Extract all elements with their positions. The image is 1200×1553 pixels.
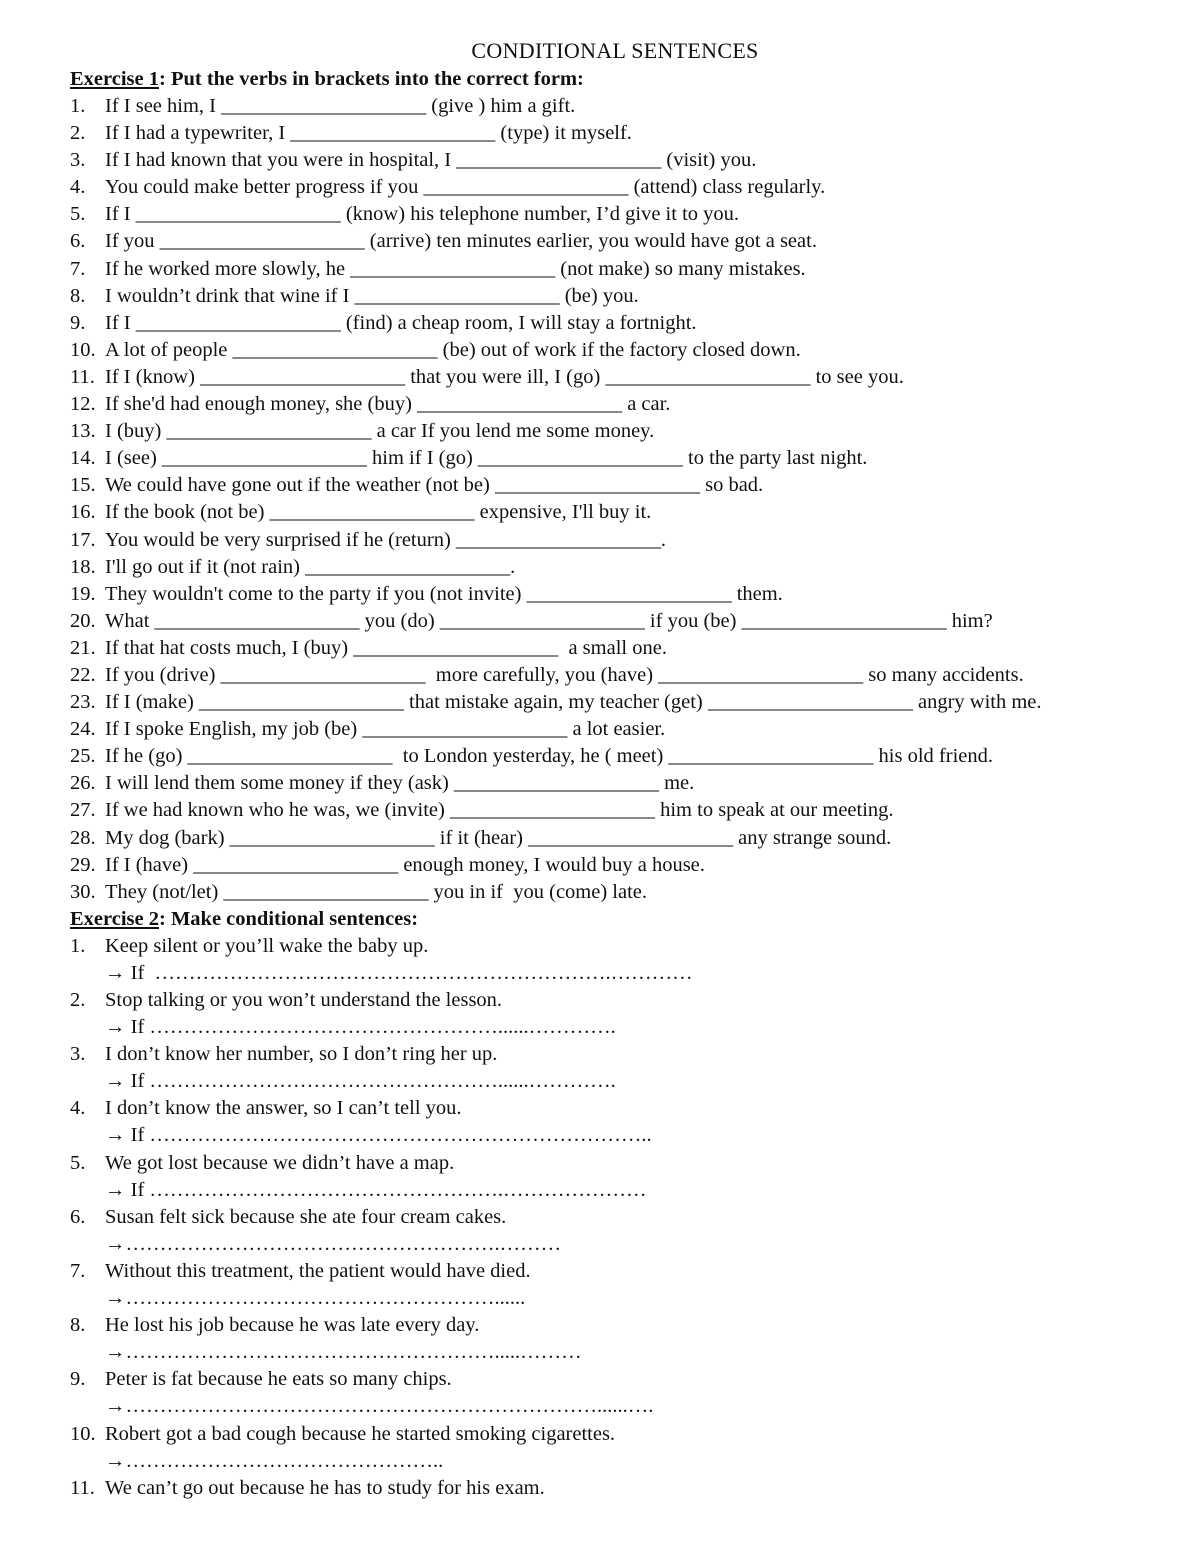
answer-line[interactable]: →………………………………………………...... (105, 1287, 526, 1310)
item-number: 23. (70, 691, 96, 714)
exercise-2-list (70, 933, 1160, 1502)
item-text: If we had known who he was, we (invite) ____________________ him to speak at our meeting. (105, 799, 894, 822)
item-number: 8. (70, 1314, 86, 1337)
item-number: 7. (70, 257, 86, 280)
item-number: 13. (70, 420, 96, 443)
exercise-1-item (70, 554, 1160, 581)
item-text: If that hat costs much, I (buy) ____________________ a small one. (105, 636, 667, 659)
exercise-2-item (70, 1312, 1160, 1339)
item-number: 22. (70, 663, 96, 686)
item-text: What ____________________ you (do) ____________________ if you (be) ____________________ him? (105, 609, 993, 632)
item-text: Robert got a bad cough because he started smoking cigarettes. (105, 1422, 616, 1445)
item-text: I wouldn’t drink that wine if I ____________________ (be) you. (105, 284, 639, 307)
item-text: If I had a typewriter, I ____________________ (type) it myself. (105, 122, 632, 145)
exercise-1-item (70, 879, 1160, 906)
item-text: Peter is fat because he eats so many chips. (105, 1368, 452, 1391)
item-text: I don’t know the answer, so I can’t tell you. (105, 1097, 462, 1120)
exercise-2-item (70, 1366, 1160, 1393)
item-number: 2. (70, 122, 86, 145)
answer-line[interactable]: → If ……………………………………………......…………. (105, 1070, 616, 1093)
exercise-1-item (70, 499, 1160, 526)
answer-line[interactable]: → If ……………………………………………………………….. (105, 1124, 652, 1147)
item-number: 19. (70, 582, 96, 605)
answer-line[interactable]: →……………………………………….. (105, 1449, 444, 1472)
item-text: If I (know) ____________________ that you were ill, I (go) ____________________ to see you. (105, 365, 904, 388)
item-text: If he (go) ____________________ to London yesterday, he ( meet) ____________________ his old friend. (105, 745, 993, 768)
item-text: Without this treatment, the patient would have died. (105, 1259, 531, 1282)
item-text: If she'd had enough money, she (buy) ____________________ a car. (105, 393, 671, 416)
item-number: 6. (70, 230, 86, 253)
exercise-1-item (70, 662, 1160, 689)
item-text: You could make better progress if you ____________________ (attend) class regularly. (105, 176, 826, 199)
item-text: If I ____________________ (know) his telephone number, I’d give it to you. (105, 203, 740, 226)
item-number: 3. (70, 149, 86, 172)
item-number: 15. (70, 474, 96, 497)
item-number: 1. (70, 95, 86, 117)
item-text: Susan felt sick because she ate four cream cakes. (105, 1205, 507, 1228)
answer-line[interactable]: → If …………………………………………….………………… (105, 1178, 647, 1201)
exercise-1-item (70, 608, 1160, 635)
item-number: 7. (70, 1259, 86, 1282)
item-number: 9. (70, 1368, 86, 1391)
exercise-1-item (70, 174, 1160, 201)
item-number: 8. (70, 284, 86, 307)
exercise-1-label: Exercise 1 (70, 68, 159, 90)
item-number: 1. (70, 934, 86, 957)
item-text: If I (make) ____________________ that mistake again, my teacher (get) ____________________ angry with me. (105, 691, 1042, 714)
item-number: 4. (70, 176, 86, 199)
exercise-1-item (70, 825, 1160, 852)
item-text: You would be very surprised if he (return) ____________________. (105, 528, 667, 551)
exercise-2-item (70, 1475, 1160, 1502)
answer-line[interactable]: →……………………………………………….……… (105, 1232, 562, 1255)
exercise-2-label: Exercise 2 (70, 907, 159, 930)
exercise-1-item (70, 201, 1160, 228)
answer-line[interactable]: → If ……………………………………………......…………. (105, 1016, 616, 1039)
exercise-1-item (70, 743, 1160, 770)
item-number: 18. (70, 555, 96, 578)
exercise-1-item (70, 256, 1160, 283)
item-text: He lost his job because he was late every day. (105, 1314, 480, 1337)
exercise-2-heading (70, 906, 1160, 933)
item-number: 27. (70, 799, 96, 822)
item-number: 21. (70, 636, 96, 659)
exercise-1-item (70, 283, 1160, 310)
item-number: 16. (70, 501, 96, 524)
item-number: 9. (70, 311, 86, 334)
item-number: 20. (70, 609, 96, 632)
item-text: Stop talking or you won’t understand the lesson. (105, 989, 503, 1011)
exercise-1-item (70, 120, 1160, 147)
exercise-1-item (70, 472, 1160, 499)
item-number: 11. (70, 365, 95, 388)
item-number: 12. (70, 393, 96, 416)
exercise-1-heading (70, 66, 1160, 93)
item-text: We can’t go out because he has to study for his exam. (105, 1476, 545, 1499)
item-text: If I had known that you were in hospital, I ____________________ (visit) you. (105, 149, 757, 172)
exercise-1-item (70, 364, 1160, 391)
exercise-1-item (70, 689, 1160, 716)
exercise-1-item (70, 797, 1160, 824)
page-title: CONDITIONAL SENTENCES (471, 38, 759, 63)
item-text: I don’t know her number, so I don’t ring her up. (105, 1043, 498, 1066)
exercise-1-item (70, 635, 1160, 662)
item-number: 28. (70, 826, 96, 849)
item-text: I (buy) ____________________ a car If you lend me some money. (105, 420, 655, 443)
item-number: 10. (70, 1422, 96, 1445)
exercise-1-item (70, 527, 1160, 554)
exercise-1-item (70, 391, 1160, 418)
item-number: 5. (70, 203, 86, 226)
item-number: 6. (70, 1205, 86, 1228)
item-number: 17. (70, 528, 96, 551)
item-number: 11. (70, 1476, 95, 1499)
exercise-2-item (70, 1041, 1160, 1068)
exercise-2-instruction: : Make conditional sentences: (159, 907, 419, 930)
answer-line[interactable]: →……………………………………………….....……… (105, 1341, 582, 1364)
item-text: If you ____________________ (arrive) ten minutes earlier, you would have got a seat. (105, 230, 817, 253)
item-text: I (see) ____________________ him if I (go) ____________________ to the party last night. (105, 447, 868, 470)
exercise-1-item (70, 716, 1160, 743)
item-text: If the book (not be) ____________________ expensive, I'll buy it. (105, 501, 652, 524)
exercise-2-item (70, 1421, 1160, 1448)
item-number: 29. (70, 853, 96, 876)
item-number: 25. (70, 745, 96, 768)
item-text: If I ____________________ (find) a cheap room, I will stay a fortnight. (105, 311, 697, 334)
exercise-1-item (70, 228, 1160, 255)
exercise-1-item (70, 770, 1160, 797)
item-text: We could have gone out if the weather (not be) ____________________ so bad. (105, 474, 764, 497)
item-number: 10. (70, 338, 96, 361)
exercise-1-item (70, 147, 1160, 174)
exercise-2-item (70, 1095, 1160, 1122)
exercise-1-instruction: : Put the verbs in brackets into the correct form: (159, 68, 584, 90)
item-text: They wouldn't come to the party if you (not invite) ____________________ them. (105, 582, 783, 605)
item-text: I will lend them some money if they (ask) ____________________ me. (105, 772, 695, 795)
exercise-1-item (70, 310, 1160, 337)
item-text: I'll go out if it (not rain) ____________________. (105, 555, 516, 578)
item-number: 5. (70, 1151, 86, 1174)
item-number: 3. (70, 1043, 86, 1066)
exercise-1-item (70, 337, 1160, 364)
item-text: Keep silent or you’ll wake the baby up. (105, 934, 429, 957)
exercise-2-item (70, 1258, 1160, 1285)
item-text: If he worked more slowly, he ____________________ (not make) so many mistakes. (105, 257, 806, 280)
item-text: If I (have) ____________________ enough money, I would buy a house. (105, 853, 705, 876)
exercise-1-item (70, 445, 1160, 472)
exercise-1-item (70, 418, 1160, 445)
answer-line[interactable]: →……………………………………………………………......…. (105, 1395, 654, 1418)
item-text: If I spoke English, my job (be) ____________________ a lot easier. (105, 718, 666, 741)
exercise-1-item (70, 93, 1160, 120)
exercise-2-item (70, 1150, 1160, 1177)
exercise-1-list (70, 93, 1160, 906)
answer-line[interactable]: → If ………………………………………………………….………… (105, 961, 693, 984)
item-text: My dog (bark) ____________________ if it (hear) ____________________ any strange sound. (105, 826, 892, 849)
item-number: 2. (70, 989, 86, 1011)
item-number: 30. (70, 880, 96, 903)
item-number: 4. (70, 1097, 86, 1120)
exercise-2-item (70, 933, 1160, 960)
item-text: We got lost because we didn’t have a map. (105, 1151, 455, 1174)
item-text: If I see him, I ____________________ (give ) him a gift. (105, 95, 576, 117)
item-text: A lot of people ____________________ (be) out of work if the factory closed down. (105, 338, 801, 361)
item-text: If you (drive) ____________________ more carefully, you (have) ____________________ so many accidents. (105, 663, 1024, 686)
exercise-2-item (70, 987, 1160, 1014)
item-number: 24. (70, 718, 96, 741)
item-number: 26. (70, 772, 96, 795)
exercise-1-item (70, 581, 1160, 608)
item-text: They (not/let) ____________________ you in if you (come) late. (105, 880, 648, 903)
exercise-2-item (70, 1204, 1160, 1231)
item-number: 14. (70, 447, 96, 470)
exercise-1-item (70, 852, 1160, 879)
